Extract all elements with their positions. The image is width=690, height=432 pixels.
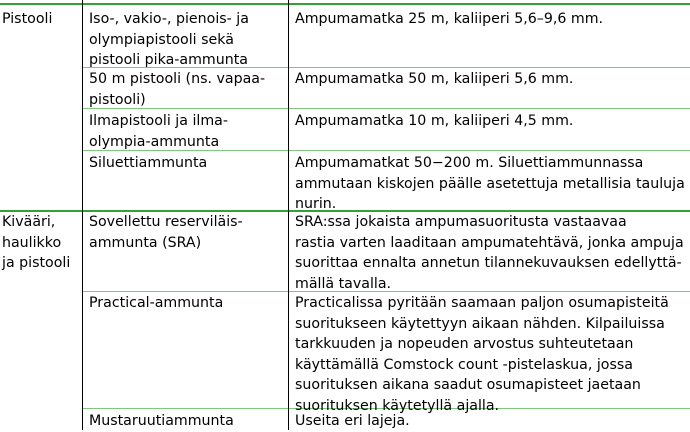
discipline-cell: Ilmapistooli ja ilma- olympia-ammunta bbox=[89, 113, 228, 150]
description-cell: Ampumamatka 10 m, kaliiperi 4,5 mm. bbox=[295, 113, 574, 129]
column-divider bbox=[288, 0, 289, 430]
description-cell: Practicalissa pyritään saamaan paljon osumapisteitä suoritukseen käytettyyn aikaan nähden. Kilpailuissa tarkkuuden ja nopeuden arvostus suhteutetaan käyttämällä Comstock count -pistelaskua, jossa suorituksen aikana saadut osumapisteet jaetaan suorituksen käytetyllä ajalla. bbox=[295, 295, 669, 414]
discipline-cell: Mustaruutiammunta bbox=[89, 413, 234, 429]
description-cell: Ampumamatka 50 m, kaliiperi 5,6 mm. bbox=[295, 71, 574, 87]
description-cell: Ampumamatka 25 m, kaliiperi 5,6–9,6 mm. bbox=[295, 11, 604, 27]
group-label-kivaari-haulikko-pistooli: Kivääri, haulikko ja pistooli bbox=[2, 214, 71, 271]
discipline-cell: Iso-, vakio-, pienois- ja olympiapistooli sekä pistooli pika-ammunta bbox=[89, 11, 249, 68]
description-cell: SRA:ssa jokaista ampumasuoritusta vastaavaa rastia varten laaditaan ampumatehtävä, jonka ampuja suorittaa ennalta annetun tilannekuvauksen edellyttä- mällä tavalla. bbox=[295, 214, 684, 292]
group-label-pistooli: Pistooli bbox=[2, 11, 53, 27]
description-cell: Useita eri lajeja. bbox=[295, 413, 410, 429]
row-divider-top bbox=[0, 3, 690, 5]
discipline-cell: 50 m pistooli (ns. vapaa- pistooli) bbox=[89, 71, 266, 108]
column-divider bbox=[82, 0, 83, 430]
description-cell: Ampumamatkat 50−200 m. Siluettiammunnassa ammutaan kiskojen päälle asetettuja metallisia tauluja nurin. bbox=[295, 155, 685, 212]
discipline-cell: Sovellettu reserviläis- ammunta (SRA) bbox=[89, 214, 243, 251]
discipline-cell: Siluettiammunta bbox=[89, 155, 208, 171]
discipline-cell: Practical-ammunta bbox=[89, 295, 224, 311]
